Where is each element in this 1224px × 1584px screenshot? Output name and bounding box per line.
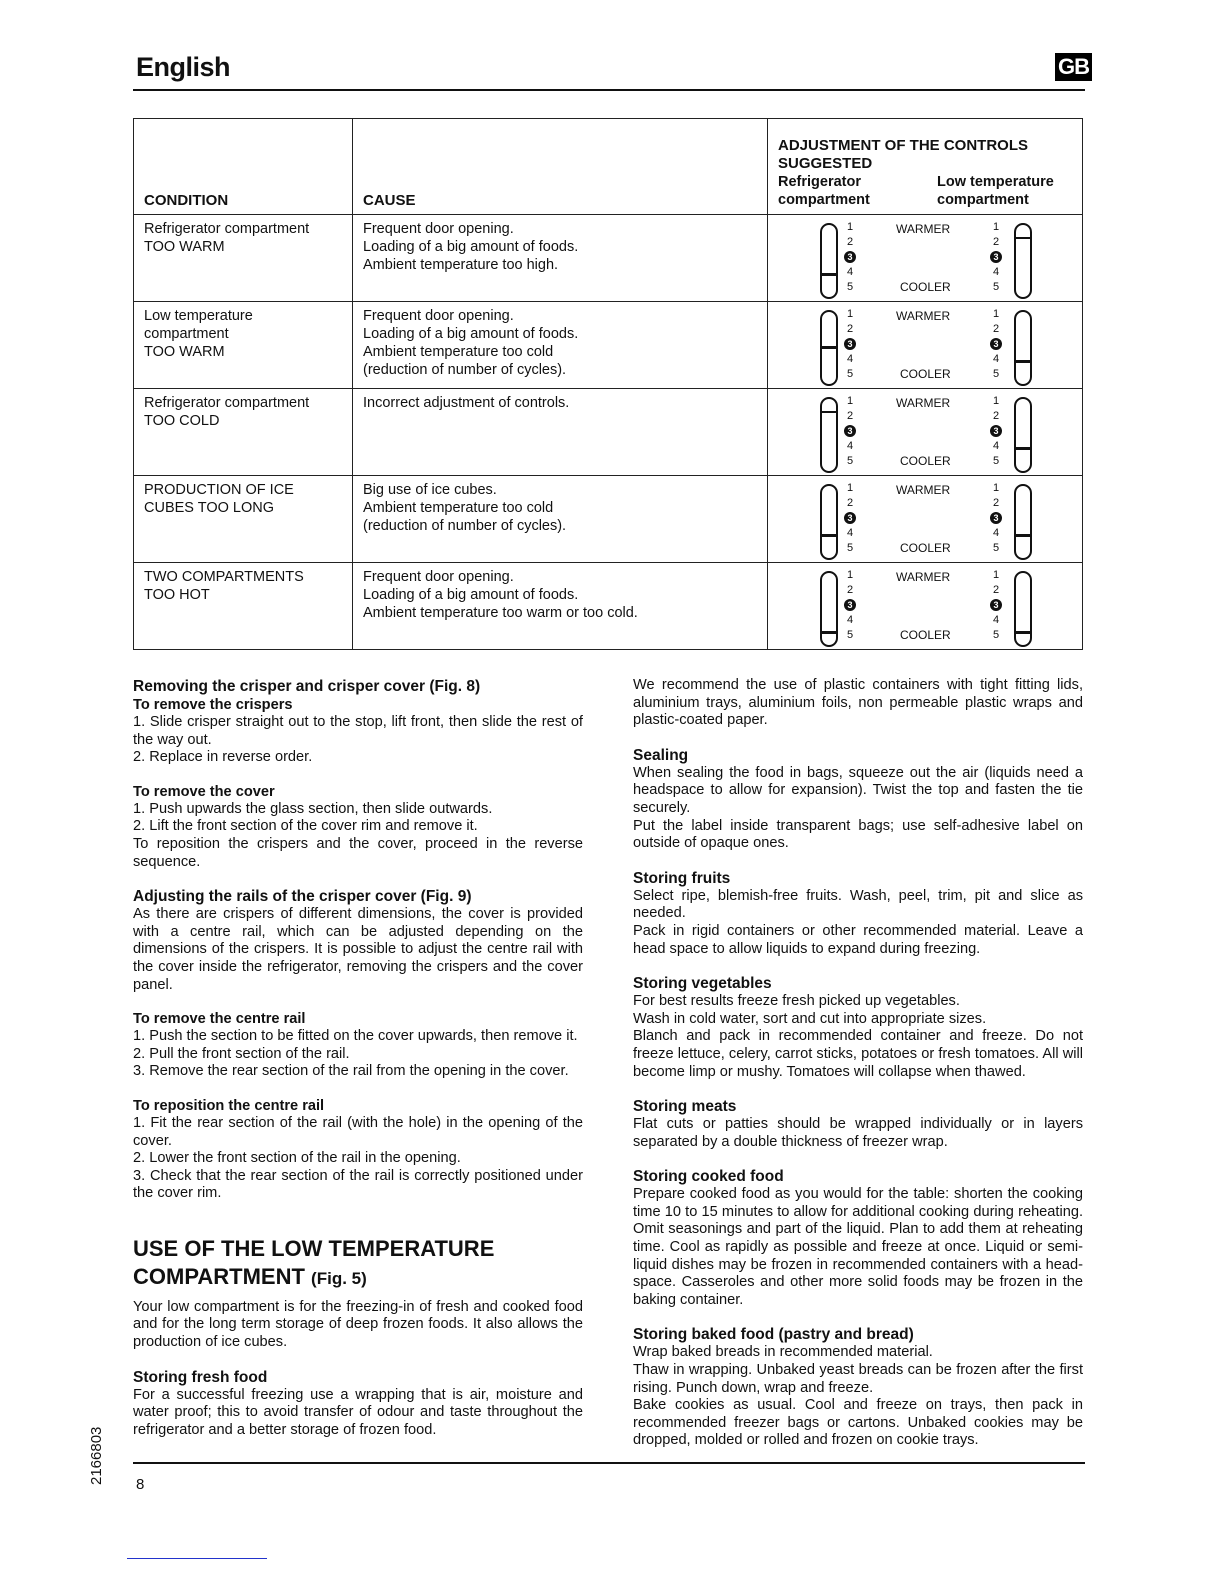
paragraph: 1. Fit the rear section of the rail (with the hole) in the opening of the cover. xyxy=(133,1114,583,1149)
cause-line: Loading of a big amount of foods. xyxy=(363,326,579,342)
warmer-label: WARMER xyxy=(896,570,951,584)
cause-cell xyxy=(353,302,768,389)
section-heading: Storing fresh food xyxy=(133,1368,268,1386)
section-heading: Storing meats xyxy=(633,1098,737,1116)
cause-line: Ambient temperature too high. xyxy=(363,257,559,273)
paragraph: 2. Pull the front section of the rail. xyxy=(133,1045,350,1062)
footer-divider xyxy=(133,1462,1085,1464)
scale-number: 1 xyxy=(992,482,1000,494)
paragraph: To reposition the crispers and the cover, proceed in the reverse sequence. xyxy=(133,835,583,870)
scale-number: 4 xyxy=(992,266,1000,278)
scale-number: 4 xyxy=(992,440,1000,452)
decorative-line xyxy=(127,1558,267,1559)
paragraph: 1. Slide crisper straight out to the stop, lift front, then slide the rest of the way out. xyxy=(133,714,583,748)
section-heading: Removing the crisper and crisper cover (Fig. 8) xyxy=(133,678,481,695)
condition-line: TOO WARM xyxy=(144,344,225,360)
scale-number: 1 xyxy=(846,482,854,494)
refrigerator-scale xyxy=(844,481,856,556)
paragraph: Put the label inside transparent bags; use self-adhesive label on outside of opaque ones. xyxy=(633,817,1083,852)
adjustment-title: ADJUSTMENT OF THE CONTROLS SUGGESTED xyxy=(778,137,1028,172)
paragraph: Thaw in wrapping. Unbaked yeast breads can be frozen after the first rising. Punch down, wrap and freeze. xyxy=(633,1362,1083,1396)
paragraph: Wrap baked breads in recommended material. xyxy=(633,1344,933,1361)
scale-number: 2 xyxy=(846,497,854,509)
subsection-heading: To remove the crispers xyxy=(133,697,293,713)
scale-number: 2 xyxy=(992,410,1000,422)
condition-line: TOO COLD xyxy=(144,413,220,429)
scale-number: 2 xyxy=(846,323,854,335)
paragraph: Flat cuts or patties should be wrapped individually or in layers separated by a double thickness of freezer wrap. xyxy=(633,1116,1083,1150)
scale-number: 5 xyxy=(992,281,1000,293)
text-columns xyxy=(133,677,1085,1450)
paragraph: 2. Lower the front section of the rail in the opening. xyxy=(133,1150,461,1167)
low-temp-thermostat-icon xyxy=(1014,484,1032,560)
section-heading: Storing cooked food xyxy=(633,1168,784,1186)
header-condition: CONDITION xyxy=(134,119,353,215)
cause-line: Ambient temperature too cold xyxy=(363,344,554,360)
paragraph: For a successful freezing use a wrapping that is air, moisture and water proof; this to avoid transfer of odour and taste throughout the refrigerator and a better storage of frozen food. xyxy=(133,1386,583,1438)
scale-number: 5 xyxy=(846,281,854,293)
paragraph: 2. Replace in reverse order. xyxy=(133,749,313,766)
cooler-label: COOLER xyxy=(900,280,951,294)
chapter-title: USE OF THE LOW TEMPERATURE COMPARTMENT xyxy=(133,1235,495,1289)
controls-cell xyxy=(768,215,1083,302)
header-adjustment xyxy=(768,119,1083,215)
scale-number: 5 xyxy=(992,368,1000,380)
slider-mark xyxy=(822,631,836,634)
scale-number: 4 xyxy=(846,266,854,278)
cause-line: (reduction of number of cycles). xyxy=(363,518,567,534)
refrigerator-thermostat-icon xyxy=(820,484,838,560)
cause-cell xyxy=(353,476,768,563)
paragraph: 2. Lift the front section of the cover rim and remove it. xyxy=(133,818,478,835)
paragraph: As there are crispers of different dimensions, the cover is provided with a centre rail, which can be adjusted depending on the dimensions of the crispers. It is possible to adjust the centre rail with the cover inside the refrigerator, removing the crispers and the cover panel. xyxy=(133,906,583,993)
scale-number: 1 xyxy=(846,308,854,320)
scale-number: 3 xyxy=(990,512,1002,524)
paragraph: 1. Push the section to be fitted on the cover upwards, then remove it. xyxy=(133,1028,578,1045)
cause-line: (reduction of number of cycles). xyxy=(363,362,567,378)
paragraph: 3. Remove the rear section of the rail from the opening in the cover. xyxy=(133,1063,569,1080)
left-column xyxy=(133,677,583,1450)
slider-mark xyxy=(1016,237,1030,240)
cause-line: Frequent door opening. xyxy=(363,569,514,585)
low-temp-thermostat-icon xyxy=(1014,397,1032,473)
paragraph: Blanch and pack in recommended container and freeze. Do not freeze lettuce, celery, carrot sticks, potatoes or fresh tomatoes. All will become limp or mushy. Tomatoes will collapse when thawed. xyxy=(633,1028,1083,1080)
spacer xyxy=(133,871,583,887)
spacer xyxy=(133,1081,583,1097)
condition-line: PRODUCTION OF ICE xyxy=(144,482,294,498)
right-column xyxy=(633,677,1083,1450)
cause-line: Ambient temperature too cold xyxy=(363,500,554,516)
troubleshooting-table xyxy=(133,118,1083,650)
refrigerator-thermostat-icon xyxy=(820,571,838,647)
scale-number: 4 xyxy=(846,440,854,452)
scale-number: 4 xyxy=(846,527,854,539)
low-temp-scale xyxy=(990,568,1002,643)
condition-cell xyxy=(134,389,353,476)
scale-number: 4 xyxy=(992,614,1000,626)
scale-number: 2 xyxy=(846,584,854,596)
low-temp-scale xyxy=(990,481,1002,556)
paragraph: Pack in rigid containers or other recommended material. Leave a head space to allow liquids to expand during freezing. xyxy=(633,922,1083,957)
cooler-label: COOLER xyxy=(900,454,951,468)
low-temp-scale xyxy=(990,394,1002,469)
slider-mark xyxy=(822,411,836,414)
cause-cell xyxy=(353,389,768,476)
scale-number: 3 xyxy=(844,338,856,350)
low-temp-thermostat-icon xyxy=(1014,571,1032,647)
paragraph: When sealing the food in bags, squeeze out the air (liquids need a headspace to allow for expansion). Twist the top and fasten the tie securely. xyxy=(633,764,1083,816)
paragraph: Wash in cold water, sort and cut into appropriate sizes. xyxy=(633,1010,987,1027)
table-row xyxy=(134,215,1083,302)
spacer xyxy=(133,1352,583,1368)
scale-number: 3 xyxy=(990,251,1002,263)
table-row xyxy=(134,389,1083,476)
scale-number: 2 xyxy=(992,323,1000,335)
condition-line: Low temperature xyxy=(144,308,253,324)
page-body xyxy=(133,118,1085,1493)
controls-cell xyxy=(768,389,1083,476)
scale-number: 5 xyxy=(846,542,854,554)
spacer xyxy=(633,853,1083,869)
table-row xyxy=(134,476,1083,563)
slider-mark xyxy=(822,273,836,276)
section-heading: Storing baked food (pastry and bread) xyxy=(633,1326,914,1344)
condition-cell xyxy=(134,563,353,650)
table-row xyxy=(134,563,1083,650)
slider-mark xyxy=(822,534,836,537)
cause-line: Incorrect adjustment of controls. xyxy=(363,395,570,411)
slider-mark xyxy=(822,346,836,349)
warmer-label: WARMER xyxy=(896,483,951,497)
table-row xyxy=(134,302,1083,389)
scale-number: 1 xyxy=(992,308,1000,320)
header-low-temp: Low temperature compartment xyxy=(937,174,1054,208)
condition-line: compartment xyxy=(144,326,229,342)
refrigerator-scale xyxy=(844,220,856,295)
cause-line: Frequent door opening. xyxy=(363,308,514,324)
subsection-heading: To remove the centre rail xyxy=(133,1011,306,1028)
header-cause: CAUSE xyxy=(353,119,768,215)
document-number: 2166803 xyxy=(88,1426,105,1485)
scale-number: 3 xyxy=(844,425,856,437)
refrigerator-scale xyxy=(844,394,856,469)
cooler-label: COOLER xyxy=(900,367,951,381)
section-heading: Sealing xyxy=(633,746,689,764)
cooler-label: COOLER xyxy=(900,541,951,555)
paragraph: Your low compartment is for the freezing-in of fresh and cooked food and for the long term storage of deep frozen foods. It also allows the production of ice cubes. xyxy=(133,1298,583,1351)
scale-number: 2 xyxy=(846,410,854,422)
cause-line: Loading of a big amount of foods. xyxy=(363,587,579,603)
scale-number: 4 xyxy=(992,527,1000,539)
section-heading: Storing fruits xyxy=(633,869,731,887)
slider-mark xyxy=(1016,631,1030,634)
controls-cell xyxy=(768,302,1083,389)
warmer-label: WARMER xyxy=(896,396,951,410)
scale-number: 1 xyxy=(846,569,854,581)
scale-number: 2 xyxy=(992,236,1000,248)
spacer xyxy=(133,767,583,783)
scale-number: 4 xyxy=(846,353,854,365)
controls-cell xyxy=(768,476,1083,563)
scale-number: 2 xyxy=(846,236,854,248)
scale-number: 1 xyxy=(846,395,854,407)
chapter-heading xyxy=(133,1235,513,1293)
page-number: 8 xyxy=(136,1476,145,1493)
spacer xyxy=(133,994,583,1010)
figure-reference: (Fig. 5) xyxy=(311,1268,367,1288)
slider-mark xyxy=(1016,447,1030,450)
cause-line: Frequent door opening. xyxy=(363,221,514,237)
cause-cell xyxy=(353,563,768,650)
scale-number: 5 xyxy=(846,455,854,467)
scale-number: 5 xyxy=(846,629,854,641)
scale-number: 1 xyxy=(992,569,1000,581)
scale-number: 3 xyxy=(990,425,1002,437)
scale-number: 3 xyxy=(844,512,856,524)
refrigerator-thermostat-icon xyxy=(820,310,838,386)
paragraph: 3. Check that the rear section of the rail is correctly positioned under the cover rim. xyxy=(133,1167,583,1202)
subsection-heading: To reposition the centre rail xyxy=(133,1097,325,1114)
condition-line: Refrigerator compartment xyxy=(144,221,310,237)
spacer xyxy=(133,1203,583,1235)
subsection-heading: To remove the cover xyxy=(133,783,275,800)
refrigerator-thermostat-icon xyxy=(820,397,838,473)
header-refrigerator: Refrigerator compartment xyxy=(778,174,870,208)
paragraph: We recommend the use of plastic containers with tight fitting lids, aluminium trays, aluminium foils, non permeable plastic wraps and plastic-coated paper. xyxy=(633,677,1083,729)
spacer xyxy=(633,958,1083,974)
condition-line: TOO WARM xyxy=(144,239,225,255)
condition-line: Refrigerator compartment xyxy=(144,395,310,411)
low-temp-thermostat-icon xyxy=(1014,223,1032,299)
low-temp-thermostat-icon xyxy=(1014,310,1032,386)
condition-line: CUBES TOO LONG xyxy=(144,500,274,516)
condition-line: TOO HOT xyxy=(144,587,210,603)
scale-number: 5 xyxy=(992,629,1000,641)
spacer xyxy=(633,1081,1083,1097)
scale-number: 3 xyxy=(990,338,1002,350)
paragraph: Prepare cooked food as you would for the table: shorten the cooking time 10 to 15 minutes to allow for additional cooking during reheating. Omit seasonings and part of the liquid. Plan to add them at reheating time. Cool as rapidly as possible and freeze at once. Liquid or semi-liquid dishes may be frozen in recommended containers with a head-space. Casseroles and other more solid foods may be frozen in the baking container. xyxy=(633,1186,1083,1308)
spacer xyxy=(633,1309,1083,1325)
scale-number: 5 xyxy=(846,368,854,380)
condition-cell xyxy=(134,302,353,389)
cooler-label: COOLER xyxy=(900,628,951,642)
cause-line: Ambient temperature too warm or too cold. xyxy=(363,605,638,621)
slider-mark xyxy=(1016,534,1030,537)
scale-number: 4 xyxy=(992,353,1000,365)
scale-number: 1 xyxy=(992,221,1000,233)
refrigerator-thermostat-icon xyxy=(820,223,838,299)
scale-number: 1 xyxy=(846,221,854,233)
scale-number: 3 xyxy=(844,599,856,611)
slider-mark xyxy=(1016,360,1030,363)
condition-cell xyxy=(134,215,353,302)
language-badge: GB xyxy=(1055,53,1092,81)
cause-cell xyxy=(353,215,768,302)
refrigerator-scale xyxy=(844,568,856,643)
paragraph: For best results freeze fresh picked up vegetables. xyxy=(633,993,960,1010)
scale-number: 4 xyxy=(846,614,854,626)
scale-number: 1 xyxy=(992,395,1000,407)
page-title: English xyxy=(136,52,231,82)
section-heading: Storing vegetables xyxy=(633,975,772,993)
low-temp-scale xyxy=(990,307,1002,382)
spacer xyxy=(633,1151,1083,1167)
spacer xyxy=(633,730,1083,746)
scale-number: 2 xyxy=(992,584,1000,596)
refrigerator-scale xyxy=(844,307,856,382)
scale-number: 3 xyxy=(990,599,1002,611)
section-heading: Adjusting the rails of the crisper cover (Fig. 9) xyxy=(133,888,472,906)
scale-number: 5 xyxy=(992,542,1000,554)
low-temp-scale xyxy=(990,220,1002,295)
paragraph: Select ripe, blemish-free fruits. Wash, peel, trim, pit and slice as needed. xyxy=(633,887,1083,922)
cause-line: Big use of ice cubes. xyxy=(363,482,497,498)
scale-number: 2 xyxy=(992,497,1000,509)
warmer-label: WARMER xyxy=(896,309,951,323)
paragraph: Bake cookies as usual. Cool and freeze on trays, then pack in recommended freezer bags or cartons. Unbaked cookies may be dropped, molded or rolled and frozen on cookie trays. xyxy=(633,1397,1083,1449)
controls-cell xyxy=(768,563,1083,650)
scale-number: 3 xyxy=(844,251,856,263)
cause-line: Loading of a big amount of foods. xyxy=(363,239,579,255)
header-divider xyxy=(133,89,1085,91)
condition-line: TWO COMPARTMENTS xyxy=(144,569,304,585)
condition-cell xyxy=(134,476,353,563)
scale-number: 5 xyxy=(992,455,1000,467)
paragraph: 1. Push upwards the glass section, then slide outwards. xyxy=(133,800,493,817)
warmer-label: WARMER xyxy=(896,222,951,236)
